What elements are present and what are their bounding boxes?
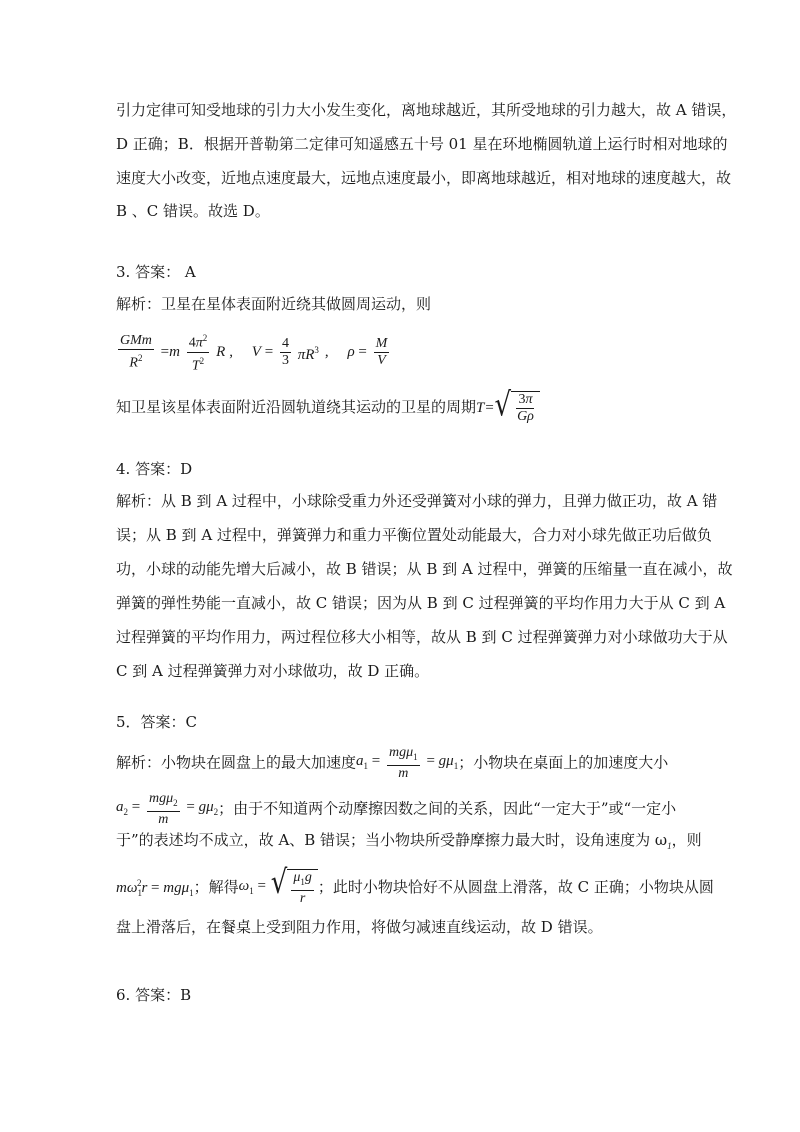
q4-line-1: 解析：从 B 到 A 过程中，小球除受重力外还受弹簧对小球的弹力，且弹力做正功，故 A 错 [116, 492, 718, 510]
q5-line-3: 于”的表述均不成立，故 A、B 错误；当小物块所受静摩擦力最大时，设角速度为 $\omega_1$，则 [116, 831, 702, 851]
volume-fraction: $\frac{4}{3}$ [281, 335, 289, 368]
period-variable: T= [476, 400, 495, 416]
q3-equations: $\frac{\text{GMm}}{R^2}$ =m $\frac{4\pi^2}{T^2}$ R , V = $\frac{4}{3}$ $\pi R^3$ , ρ = $\frac{M}{V}$ [116, 330, 391, 374]
q5-line-2: $a_2$ = $\frac{mg\mu_2}{m}$ = $g\mu_2$；由于不知道两个动摩擦因数之间的关系，因此“一定大于”或“一定小 [116, 791, 677, 827]
q5-line-3-text: 于”的表述均不成立，故 A、B 错误；当小物块所受静摩擦力最大时，设角速度为 ω [116, 831, 668, 849]
q3-conclusion [116, 386, 540, 425]
q5-line-1-text: 解析：小物块在圆盘上的最大加速度 [116, 753, 357, 772]
density-fraction: $\frac{M}{V}$ [375, 335, 388, 368]
period-sqrt: √ $\frac{3\pi}{G\rho}$ [494, 391, 539, 425]
prev-line-4: B 、C 错误。故选 D。 [116, 202, 270, 220]
prev-line-2: D 正确；B．根据开普勒第二定律可知遥感五十号 01 星在环地椭圆轨道上运行时相对地球的 [116, 135, 728, 153]
q5-line-3-end: ，则 [671, 831, 702, 849]
centripetal-fraction: $\frac{4\pi^2}{T^2}$ [187, 330, 210, 374]
q5-line-5: 盘上滑落后，在餐桌上受到阻力作用，将做匀减速直线运动，故 D 错误。 [116, 918, 603, 936]
q5-heading: 5．答案：C [116, 713, 198, 731]
q4-line-5: 过程弹簧的平均作用力，两过程位移大小相等，故从 B 到 C 过程弹簧弹力对小球做功大于从 [116, 628, 728, 646]
q5-line-2-suffix: ；由于不知道两个动摩擦因数之间的关系，因此“一定大于”或“一定小 [218, 799, 677, 818]
q3-heading: 3. 答案： A [116, 263, 196, 281]
omega-sqrt: √ $\frac{\mu_1g}{r}$ [271, 869, 318, 907]
q6-heading: 6. 答案：B [116, 986, 192, 1004]
q4-line-3: 功，小球的动能先增大后减小，故 B 错误；从 B 到 A 过程中，弹簧的压缩量一直在减小，故 [116, 560, 733, 578]
a1-fraction: $\frac{mg\mu_1}{m}$ [389, 745, 418, 781]
q5-line-4-mid: ；解得 [193, 878, 239, 896]
q4-line-6: C 到 A 过程弹簧弹力对小球做功，故 D 正确。 [116, 662, 430, 680]
q5-line-4: $m\omega_1^2r = mg\mu_1$；解得$\omega_1$ = √ $\frac{\mu_1g}{r}$ ；此时小物块恰好不从圆盘上滑落，故 C 正确；小物块从圆 [116, 864, 714, 906]
q3-conclusion-text: 知卫星该星体表面附近沿圆轨道绕其运动的卫星的周期 [116, 398, 477, 416]
q4-line-2: 误；从 B 到 A 过程中，弹簧弹力和重力平衡位置处动能最大，合力对小球先做正功后做负 [116, 526, 712, 544]
q5-line-1: 解析：小物块在圆盘上的最大加速度$a_1$ = $\frac{mg\mu_1}{m}$ = $g\mu_1$；小物块在桌面上的加速度大小 [116, 745, 669, 781]
q5-line-1-suffix: ；小物块在桌面上的加速度大小 [458, 753, 669, 772]
gravity-fraction: $\frac{\text{GMm}}{R^2}$ [120, 332, 152, 371]
q4-heading: 4. 答案：D [116, 460, 193, 478]
q3-intro: 解析：卫星在星体表面附近绕其做圆周运动，则 [116, 295, 432, 313]
a2-fraction: $\frac{mg\mu_2}{m}$ [149, 791, 178, 827]
prev-line-1: 引力定律可知受地球的引力大小发生变化，离地球越近，其所受地球的引力越大，故 A 错误， [116, 101, 737, 119]
q5-line-4-suffix: ；此时小物块恰好不从圆盘上滑落，故 C 正确；小物块从圆 [317, 878, 714, 896]
q4-line-4: 弹簧的弹性势能一直减小，故 C 错误；因为从 B 到 C 过程弹簧的平均作用力大于从 C 到 A [116, 594, 726, 612]
prev-line-3: 速度大小改变，近地点速度最大，远地点速度最小，即离地球越近，相对地球的速度越大，故 [116, 169, 732, 187]
